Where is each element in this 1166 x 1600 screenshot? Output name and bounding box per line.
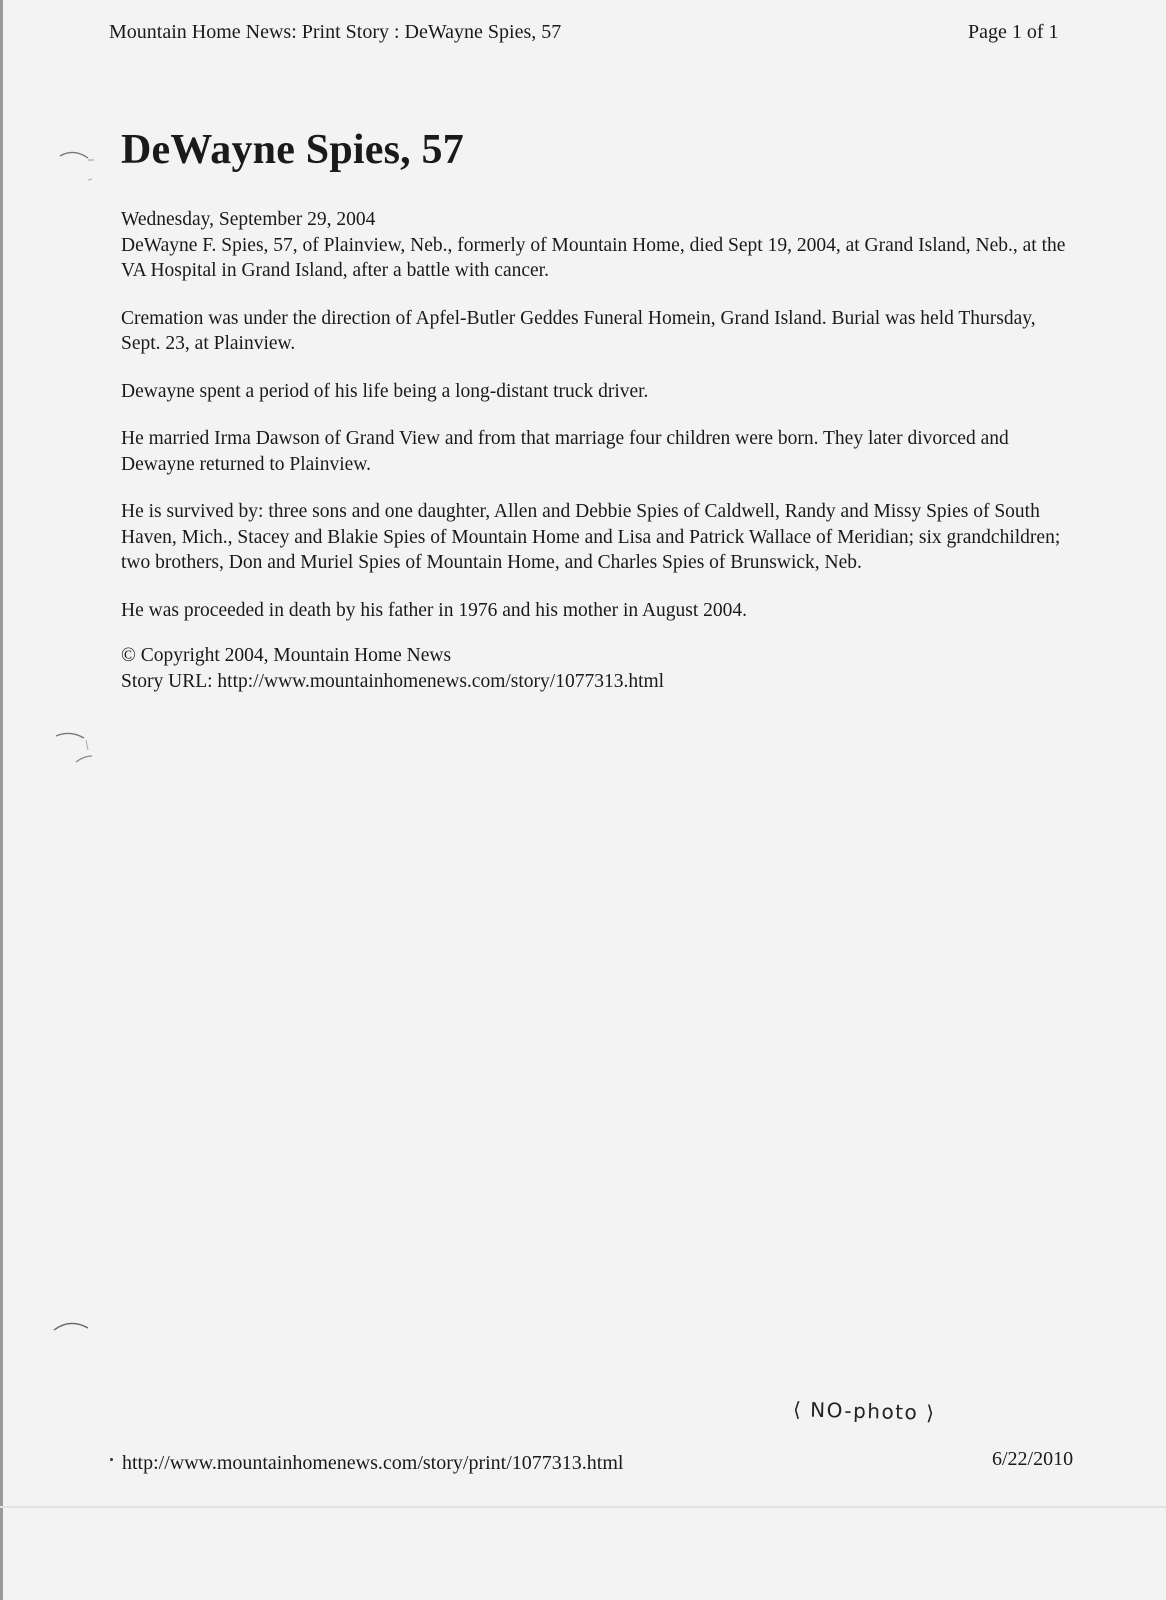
- margin-pencil-mark: [54, 730, 99, 770]
- article-paragraph: Dewayne spent a period of his life being a long-distant truck driver.: [121, 380, 649, 402]
- article-paragraph: He was proceeded in death by his father in 1976 and his mother in August 2004.: [121, 599, 748, 621]
- page-indicator: Page 1 of 1: [968, 21, 1059, 43]
- article-headline: DeWayne Spies, 57: [121, 127, 464, 173]
- article-paragraph: Cremation was under the direction of Apfel-Butler Geddes Funeral Homein, Grand Island. Burial was held Thursday, Sept. 23, at Plainview.: [121, 307, 1036, 354]
- article-paragraph-text: DeWayne F. Spies, 57, of Plainview, Neb., formerly of Mountain Home, died Sept 19, 2004, at Grand Island, Neb., at the VA Hospital in Grand Island, after a battle with cancer.: [121, 234, 1066, 281]
- footer-print-url: http://www.mountainhomenews.com/story/print/1077313.html: [122, 1452, 624, 1474]
- copyright-block: [121, 643, 1066, 694]
- story-url: Story URL: http://www.mountainhomenews.com/story/1077313.html: [121, 670, 665, 692]
- footer-print-date: 6/22/2010: [992, 1448, 1074, 1470]
- article-body: [121, 207, 1066, 694]
- scan-speck: [110, 1458, 113, 1461]
- copyright-line: © Copyright 2004, Mountain Home News: [121, 645, 452, 666]
- scan-edge: [0, 0, 3, 1600]
- article-paragraph: He married Irma Dawson of Grand View and from that marriage four children were born. They later divorced and Dewayne returned to Plainview.: [121, 428, 1009, 475]
- article-date: Wednesday, September 29, 2004: [121, 209, 376, 230]
- print-header-title: Mountain Home News: Print Story : DeWayne Spies, 57: [109, 21, 562, 43]
- page-bottom-edge: [0, 1506, 1166, 1508]
- margin-pencil-mark: [58, 146, 98, 186]
- handwritten-note: ⟨ NO-photo ⟩: [792, 1397, 936, 1425]
- article-paragraph: He is survived by: three sons and one daughter, Allen and Debbie Spies of Caldwell, Randy and Missy Spies of South Haven, Mich., Stacey and Blakie Spies of Mountain Home and Lisa and Patrick Wallace of Meridian; six grandchildren; two brothers, Don and Muriel Spies of Mountain Home, and Charles Spies of Brunswick, Neb.: [121, 501, 1061, 573]
- article-paragraph: [121, 207, 1066, 284]
- margin-pencil-mark: [52, 1316, 97, 1340]
